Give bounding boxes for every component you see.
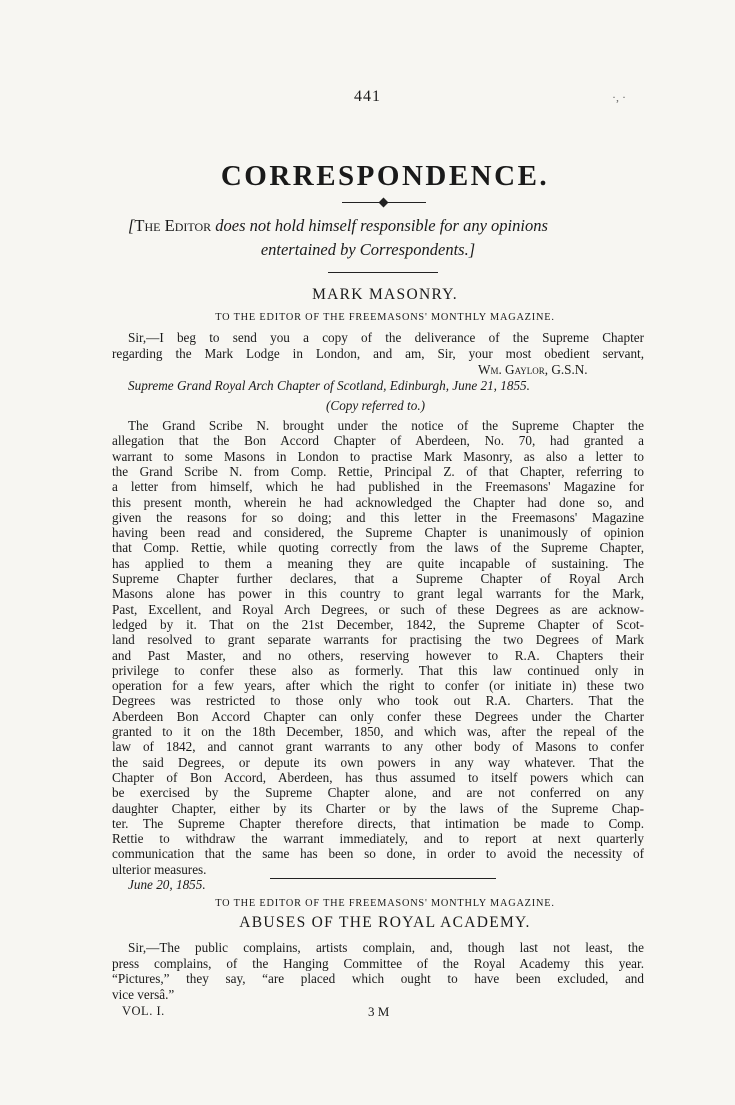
disclaimer-the-editor: The Editor bbox=[134, 216, 212, 235]
body1-line: Supreme Chapter further declares, that a Supreme Chapter of Royal Arch bbox=[112, 571, 644, 586]
body1-line: land resolved to grant separate warrants for practising the two Degrees of Mark bbox=[112, 632, 644, 648]
body1-line: granted to it on the 18th December, 1850, and which was, after the repeal of the bbox=[112, 724, 644, 739]
body1-line: this present month, wherein he had acknowledged the Chapter had done so, and bbox=[112, 494, 644, 510]
body1-line: Rettie to withdraw the warrant immediately, and to report at next quarterly bbox=[112, 831, 644, 847]
letter1-signature: Wm. Gaylor, G.S.N. bbox=[478, 362, 588, 377]
body1-line: ulterior measures. bbox=[112, 861, 207, 877]
footer-volume: VOL. I. bbox=[122, 1004, 165, 1018]
footer-signature-mark: 3 M bbox=[368, 1004, 390, 1019]
letter1-copy-note: (Copy referred to.) bbox=[326, 398, 426, 413]
body1-line: allegation that the Bon Accord Chapter of Aberdeen, No. 70, had granted a bbox=[112, 433, 644, 449]
body2-line: vice versâ.” bbox=[112, 986, 175, 1002]
body1-line: ter. The Supreme Chapter therefore directs, that intimation be made to Comp. bbox=[112, 815, 644, 831]
body1-line: privilege to confer these also as formerly. That this law continued only in bbox=[112, 662, 644, 678]
body1-line: warrant to some Masons in London to practise Mark Masonry, as also a letter to bbox=[112, 448, 644, 464]
body1-line: a letter from himself, which he had published in the Freemasons' Magazine for bbox=[112, 479, 644, 495]
disclaimer-line1: does not hold himself responsible for any opinions bbox=[211, 216, 548, 235]
letter2-addressee: TO THE EDITOR OF THE FREEMASONS' MONTHLY MAGAZINE. bbox=[215, 898, 555, 909]
body1-line: Degrees was restricted to those only who took out R.A. Charters. That the bbox=[112, 693, 644, 709]
body1-line: having been read and considered, the Supreme Chapter is unanimously of opinion bbox=[112, 525, 644, 541]
body2-line: press complains, of the Hanging Committee of the Royal Academy this year. bbox=[112, 955, 644, 971]
letter1-intro-line-2: regarding the Mark Lodge in London, and am, Sir, your most obedient servant, bbox=[112, 346, 644, 361]
page-number: 441 bbox=[354, 88, 381, 105]
ornament-diamond bbox=[379, 198, 389, 208]
editor-disclaimer bbox=[128, 214, 648, 262]
section-title: CORRESPONDENCE. bbox=[220, 160, 550, 192]
letter1-date: June 20, 1855. bbox=[128, 877, 206, 892]
body1-line: Past, Excellent, and Royal Arch Degrees, or such of these Degrees as are acknow- bbox=[112, 601, 644, 617]
body2-line: “Pictures,” they say, “are placed which ought to have been excluded, and bbox=[112, 971, 644, 987]
body1-line: and Past Master, and no others, reserving however to R.A. Chapters their bbox=[112, 647, 644, 663]
letter1-place-date: Supreme Grand Royal Arch Chapter of Scotland, Edinburgh, June 21, 1855. bbox=[128, 378, 530, 393]
disclaimer-line2: entertained by Correspondents.] bbox=[260, 240, 476, 259]
body1-line: operation for a few years, after which the right to confer (or initiate in) these two bbox=[112, 678, 644, 694]
separator-rule bbox=[328, 272, 438, 273]
body1-line: that Comp. Rettie, while quoting correctly from the laws of the Supreme Chapter, bbox=[112, 540, 644, 556]
letter2-heading: ABUSES OF THE ROYAL ACADEMY. bbox=[239, 914, 531, 931]
body1-line: Masons alone has power in this country to grant legal warrants for the Mark, bbox=[112, 586, 644, 602]
body1-line: communication that the same has been so done, in order to avoid the necessity of bbox=[112, 846, 644, 862]
body2-line: Sir,—The public complains, artists complain, and, though last not least, the bbox=[128, 940, 644, 955]
letter1-heading: MARK MASONRY. bbox=[312, 286, 458, 303]
title-ornament bbox=[342, 198, 426, 208]
body1-line: the said Degrees, or depute its own powers in any way whatever. That the bbox=[112, 754, 644, 770]
body1-line: given the reasons for so doing; and this letter in the Freemasons' Magazine bbox=[112, 509, 644, 525]
body1-line: the Grand Scribe N. from Comp. Rettie, Principal Z. of that Chapter, referring to bbox=[112, 463, 644, 479]
corner-mark: ·, · bbox=[612, 90, 626, 104]
letter1-addressee: TO THE EDITOR OF THE FREEMASONS' MONTHLY MAGAZINE. bbox=[215, 312, 555, 323]
letter1-intro-line-1: Sir,—I beg to send you a copy of the deliverance of the Supreme Chapter bbox=[128, 330, 644, 345]
body1-line: has applied to them a meaning they are quite incapable of sustaining. The bbox=[112, 555, 644, 571]
body1-line: The Grand Scribe N. brought under the notice of the Supreme Chapter the bbox=[128, 418, 644, 433]
body1-line: Chapter of Bon Accord, Aberdeen, has thus assumed to itself powers which can bbox=[112, 769, 644, 785]
body1-line: daughter Chapter, either by its Charter or by the laws of the Supreme Chap- bbox=[112, 800, 644, 816]
body1-line: law of 1842, and cannot grant warrants to any other body of Masons to confer bbox=[112, 739, 644, 755]
disclaimer-bracket: [ bbox=[128, 216, 135, 235]
body1-line: ledged by it. That on the 21st December, 1842, the Supreme Chapter of Scot- bbox=[112, 616, 644, 632]
body1-line: be exercised by the Supreme Chapter alone, and are not conferred on any bbox=[112, 785, 644, 801]
letter-separator-rule bbox=[270, 878, 496, 879]
body1-line: Aberdeen Bon Accord Chapter can only confer these Degrees under the Charter bbox=[112, 708, 644, 724]
